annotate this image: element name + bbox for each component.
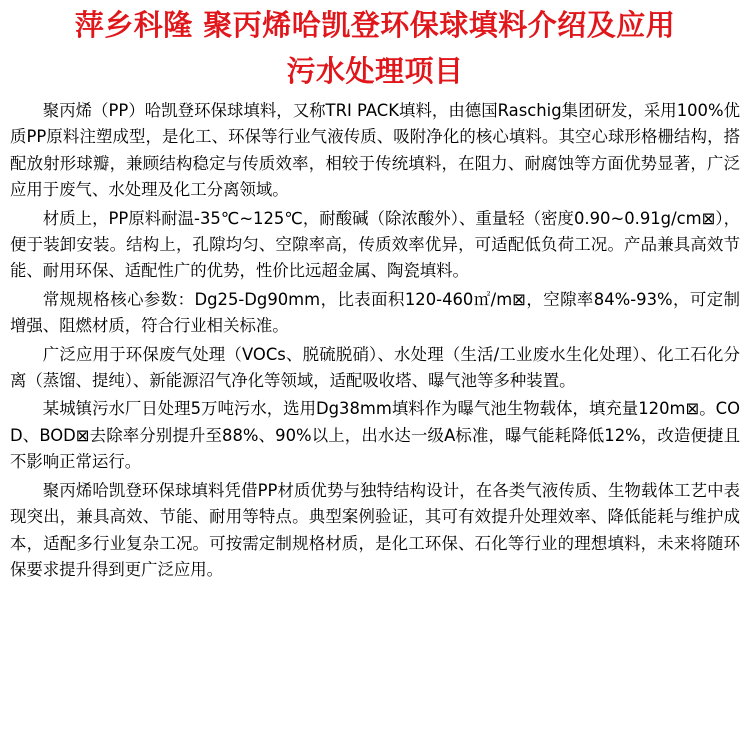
paragraph-conclusion: 聚丙烯哈凯登环保球填料凭借PP材质优势与独特结构设计，在各类气液传质、生物载体工艺中表现突出，兼具高效、节能、耐用等特点。典型案例验证，其可有效提升处理效率、降低能耗与维护成本，适配多行业复杂工况。可按需定制规格材质，是化工环保、石化等行业的理想填料，未来将随环保要求提升得到更广泛应用。: [10, 480, 740, 579]
paragraph-material: 材质上，PP原料耐温-35℃~125℃，耐酸碱（除浓酸外）、重量轻（密度0.90~0.91g/cm⊠），便于装卸安装。结构上，孔隙均匀、空隙率高，传质效率优异，可适配低负荷工况。产品兼具高效节能、耐用环保、适配性广的优势，性价比远超金属、陶瓷填料。: [10, 208, 740, 281]
page-title: [10, 2, 740, 94]
paragraph-case-study: 某城镇污水厂日处理5万吨污水，选用Dg38mm填料作为曝气池生物载体，填充量120m⊠。COD、BOD⊠去除率分别提升至88%、90%以上，出水达一级A标准，曝气能耗降低12%，改造便捷且不影响正常运行。: [10, 399, 740, 472]
title-line-2: 污水处理项目: [286, 54, 464, 88]
title-line-1: 萍乡科隆 聚丙烯哈凯登环保球填料介绍及应用: [74, 8, 676, 42]
paragraph-intro: 聚丙烯（PP）哈凯登环保球填料，又称TRI PACK填料，由德国Raschig集团研发，采用100%优质PP原料注塑成型，是化工、环保等行业气液传质、吸附净化的核心填料。其空心球形格栅结构，搭配放射形球瓣，兼顾结构稳定与传质效率，相较于传统填料，在阻力、耐腐蚀等方面优势显著，广泛应用于废气、水处理及化工分离领域。: [10, 101, 740, 200]
article-body: [10, 98, 740, 583]
paragraph-specs: 常规规格核心参数：Dg25-Dg90mm，比表面积120-460㎡/m⊠，空隙率84%-93%，可定制增强、阻燃材质，符合行业相关标准。: [10, 289, 740, 336]
paragraph-applications: 广泛应用于环保废气处理（VOCs、脱硫脱硝）、水处理（生活/工业废水生化处理）、化工石化分离（蒸馏、提纯）、新能源沼气净化等领域，适配吸收塔、曝气池等多种装置。: [10, 344, 740, 391]
